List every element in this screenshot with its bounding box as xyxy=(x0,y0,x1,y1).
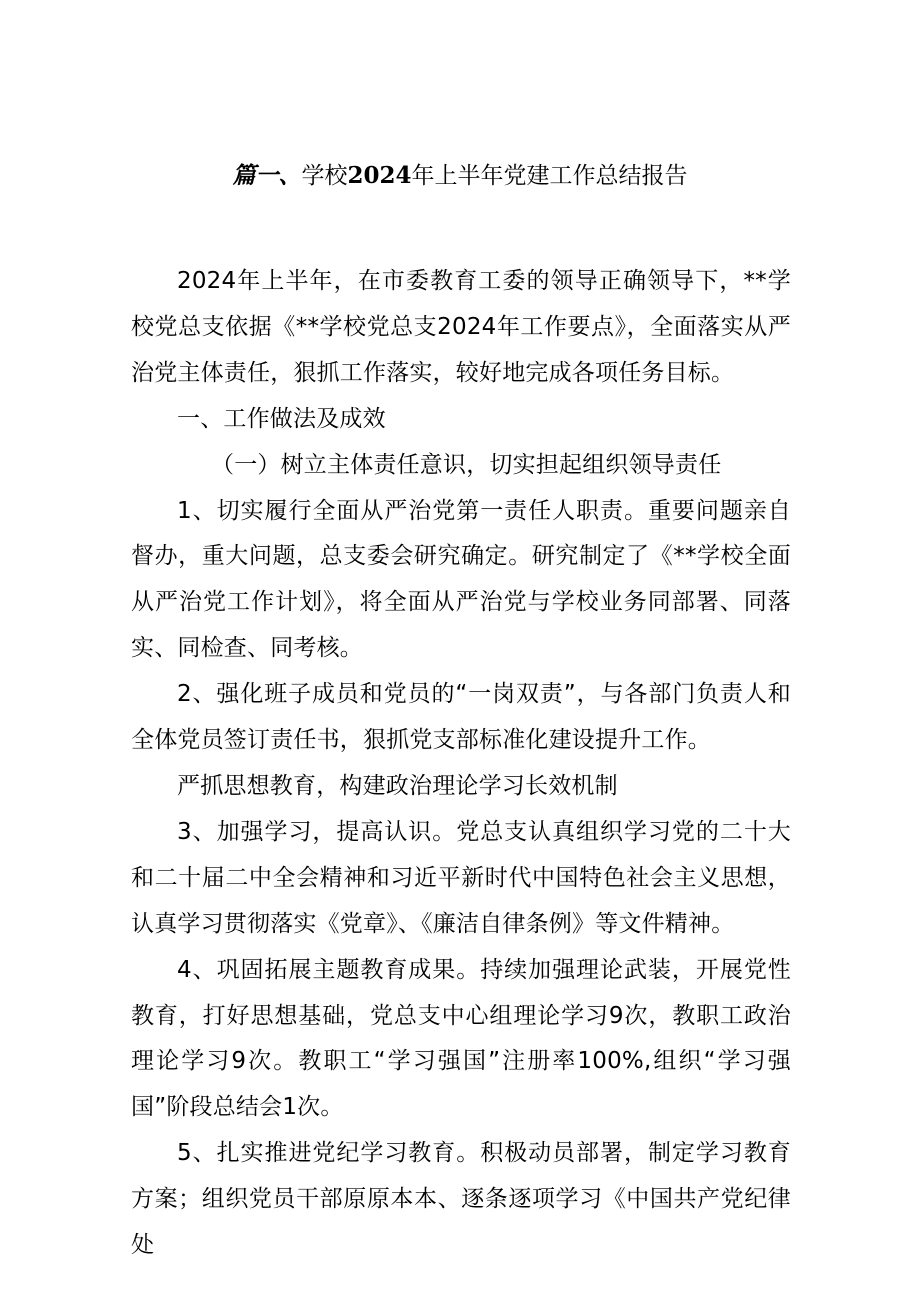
document-body xyxy=(131,259,791,1269)
paragraph-item-5: 5、扎实推进党纪学习教育。积极动员部署，制定学习教育方案；组织党员干部原原本本、逐条逐项学习《中国共产党纪律处 xyxy=(131,1140,791,1259)
subsection-heading-2: 严抓思想教育，构建政治理论学习长效机制 xyxy=(177,772,618,799)
title-school: 学校 xyxy=(301,163,348,189)
subsection-heading: （一）树立主体责任意识，切实担起组织领导责任 xyxy=(211,451,722,478)
intro-paragraph: 2024年上半年，在市委教育工委的领导正确领导下，**学校党总支依据《**学校党总支2024年工作要点》，全面落实从严治党主体责任，狠抓工作落实，较好地完成各项任务目标。 xyxy=(131,268,791,386)
paragraph-item-2: 2、强化班子成员和党员的“一岗双责”，与各部门负责人和全体党员签订责任书，狠抓党支部标准化建设提升工作。 xyxy=(131,681,791,754)
paragraph-item-1: 1、切实履行全面从严治党第一责任人职责。重要问题亲自督办，重大问题，总支委会研究确定。研究制定了《**学校全面从严治党工作计划》，将全面从严治党与学校业务同部署、同落实、同检查、同考核。 xyxy=(131,497,791,662)
section-heading: 一、工作做法及成效 xyxy=(177,405,386,432)
title-year: 2024 xyxy=(347,162,412,189)
paragraph-item-4: 4、巩固拓展主题教育成果。持续加强理论武装，开展党性教育，打好思想基础，党总支中心组理论学习9次，教职工政治理论学习9次。教职工“学习强国”注册率100%,组织“学习强国”阶段总结会1次。 xyxy=(131,956,791,1121)
document-title xyxy=(0,158,920,194)
title-rest: 年上半年党建工作总结报告 xyxy=(411,163,688,189)
title-prefix: 篇一、 xyxy=(232,162,302,189)
paragraph-item-3: 3、加强学习，提高认识。党总支认真组织学习党的二十大和二十届二中全会精神和习近平新时代中国特色社会主义思想，认真学习贯彻落实《党章》、《廉洁自律条例》等文件精神。 xyxy=(131,818,791,937)
